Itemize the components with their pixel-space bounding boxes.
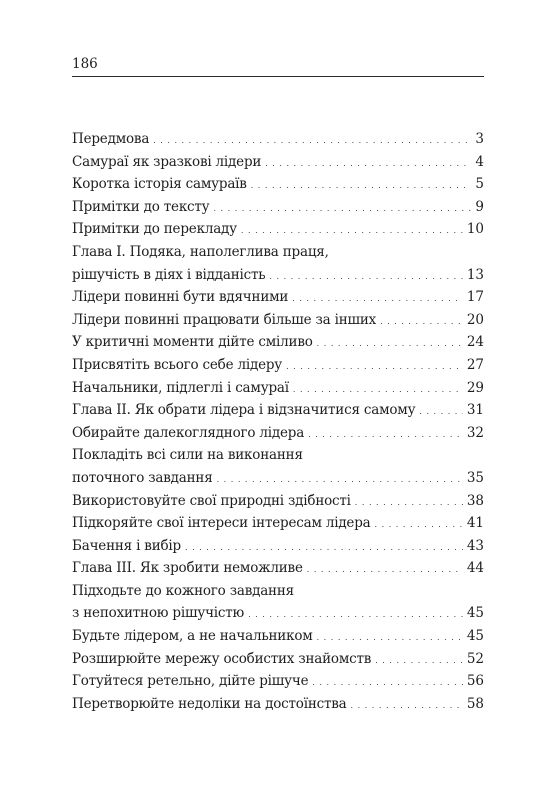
toc-dot-leader (248, 604, 463, 627)
toc-entry-title: Використовуйте свої природні здібності (72, 492, 351, 509)
toc-row (72, 512, 484, 535)
toc-entry-page: 32 (466, 424, 484, 441)
toc-dot-leader (241, 220, 463, 243)
toc-entry (72, 377, 484, 400)
toc-entry-page: 24 (466, 334, 484, 351)
toc-dot-leader (419, 401, 462, 424)
toc-entry-title: У критичні моменти дійте сміливо (72, 334, 313, 351)
toc-dot-leader (265, 153, 471, 176)
toc-dot-leader (380, 311, 463, 334)
table-of-contents (72, 128, 484, 715)
toc-entry (72, 625, 484, 648)
toc-entry (72, 399, 484, 422)
toc-entry (72, 490, 484, 513)
toc-entry-title: Начальники, підлеглі і самураї (72, 379, 289, 396)
toc-entry (72, 670, 484, 693)
toc-entry-title: Покладіть всі сили на виконання (72, 447, 303, 464)
toc-entry (72, 648, 484, 671)
toc-dot-leader (351, 695, 463, 718)
toc-entry (72, 580, 484, 625)
toc-entry-title: Примітки до тексту (72, 198, 210, 215)
toc-dot-leader (375, 514, 463, 537)
toc-entry-page: 3 (475, 131, 484, 147)
toc-dot-leader (251, 175, 472, 198)
toc-entry-page: 4 (475, 153, 484, 170)
toc-entry-page: 43 (466, 537, 484, 554)
toc-entry-page: 29 (466, 379, 484, 396)
toc-entry-page: 9 (475, 198, 484, 215)
toc-dot-leader (269, 266, 462, 289)
toc-row (72, 196, 484, 219)
toc-entry (72, 354, 484, 377)
toc-entry-title: Підходьте до кожного завдання (72, 582, 294, 599)
toc-entry-page: 45 (466, 605, 484, 622)
toc-entry-page: 5 (475, 176, 484, 193)
toc-row (72, 331, 484, 354)
toc-row (72, 444, 484, 467)
toc-entry-title: Глава ІІІ. Як зробити неможливе (72, 560, 303, 577)
toc-entry-title: поточного завдання (72, 469, 213, 486)
toc-entry-page: 41 (466, 515, 484, 532)
toc-entry (72, 422, 484, 445)
toc-row (72, 535, 484, 558)
toc-row (72, 286, 484, 309)
toc-entry-title: Лідери повинні бути вдячними (72, 289, 289, 306)
toc-entry-page: 44 (466, 560, 484, 577)
toc-entry-title: Перетворюйте недоліки на достоїнства (72, 695, 347, 712)
toc-row (72, 670, 484, 693)
toc-dot-leader (185, 537, 463, 560)
toc-entry (72, 241, 484, 286)
toc-entry-title: Готуйтеся ретельно, дійте рішуче (72, 673, 309, 690)
toc-dot-leader (317, 333, 463, 356)
toc-dot-leader (217, 469, 463, 492)
toc-entry (72, 309, 484, 332)
toc-dot-leader (286, 356, 463, 379)
toc-entry-page: 52 (466, 650, 484, 667)
toc-entry-title: Передмова (72, 131, 150, 147)
toc-entry-page: 31 (466, 402, 484, 419)
toc-dot-leader (375, 650, 463, 673)
toc-row (72, 354, 484, 377)
toc-dot-leader (355, 492, 463, 515)
toc-row (72, 173, 484, 196)
toc-row (72, 557, 484, 580)
toc-entry (72, 557, 484, 580)
page-number: 186 (72, 56, 98, 72)
toc-row (72, 580, 484, 603)
toc-dot-leader (307, 559, 463, 582)
toc-entry (72, 331, 484, 354)
toc-entry (72, 128, 484, 151)
toc-entry (72, 535, 484, 558)
toc-entry-title: Коротка історія самураїв (72, 176, 247, 193)
toc-entry-title: Будьте лідером, а не начальником (72, 628, 313, 645)
toc-row (72, 602, 484, 625)
toc-dot-leader (317, 627, 463, 650)
toc-entry-title: Підкоряйте свої інтереси інтересам лідера (72, 515, 371, 532)
toc-row (72, 128, 484, 151)
toc-entry-page: 38 (466, 492, 484, 509)
toc-entry-title: Обирайте далекоглядного лідера (72, 424, 305, 441)
toc-entry-title: Самураї як зразкові лідери (72, 153, 262, 170)
toc-dot-leader (153, 130, 471, 153)
toc-row (72, 693, 484, 716)
toc-entry-page: 45 (466, 628, 484, 645)
toc-entry-title: Примітки до перекладу (72, 221, 237, 238)
toc-entry-title: Глава І. Подяка, наполеглива праця, (72, 243, 329, 260)
toc-entry (72, 444, 484, 489)
toc-entry (72, 196, 484, 219)
toc-row (72, 264, 484, 287)
toc-row (72, 151, 484, 174)
toc-entry-title: Розширюйте мережу особистих знайомств (72, 650, 372, 667)
toc-entry-page: 27 (466, 356, 484, 373)
toc-entry-title: Бачення і вибір (72, 537, 181, 554)
toc-entry-page: 20 (466, 311, 484, 328)
toc-entry-page: 35 (466, 469, 484, 486)
toc-entry-page: 58 (466, 695, 484, 712)
toc-entry (72, 173, 484, 196)
toc-entry (72, 286, 484, 309)
toc-entry (72, 693, 484, 716)
toc-dot-leader (213, 198, 471, 221)
toc-row (72, 218, 484, 241)
toc-dot-leader (293, 379, 463, 402)
toc-entry-title: рішучість в діях і відданість (72, 266, 266, 283)
toc-row (72, 625, 484, 648)
toc-row (72, 648, 484, 671)
toc-entry-title: Лідери повинні працювати більше за інших (72, 311, 377, 328)
toc-entry-title: Присвятіть всього себе лідеру (72, 356, 283, 373)
toc-row (72, 399, 484, 422)
toc-entry (72, 512, 484, 535)
toc-row (72, 490, 484, 513)
toc-dot-leader (312, 672, 462, 695)
toc-entry (72, 218, 484, 241)
toc-entry-page: 13 (466, 266, 484, 283)
toc-entry-page: 17 (466, 289, 484, 306)
toc-row (72, 377, 484, 400)
toc-entry-page: 10 (466, 221, 484, 238)
toc-dot-leader (292, 288, 463, 311)
toc-entry-title: Глава ІІ. Як обрати лідера і відзначитися самому (72, 402, 416, 419)
toc-row (72, 241, 484, 264)
toc-row (72, 422, 484, 445)
toc-entry-title: з непохитною рішучістю (72, 605, 245, 622)
header-rule (72, 76, 484, 77)
toc-dot-leader (308, 424, 463, 447)
toc-row (72, 309, 484, 332)
toc-entry (72, 151, 484, 174)
toc-row (72, 467, 484, 490)
toc-entry-page: 56 (466, 673, 484, 690)
